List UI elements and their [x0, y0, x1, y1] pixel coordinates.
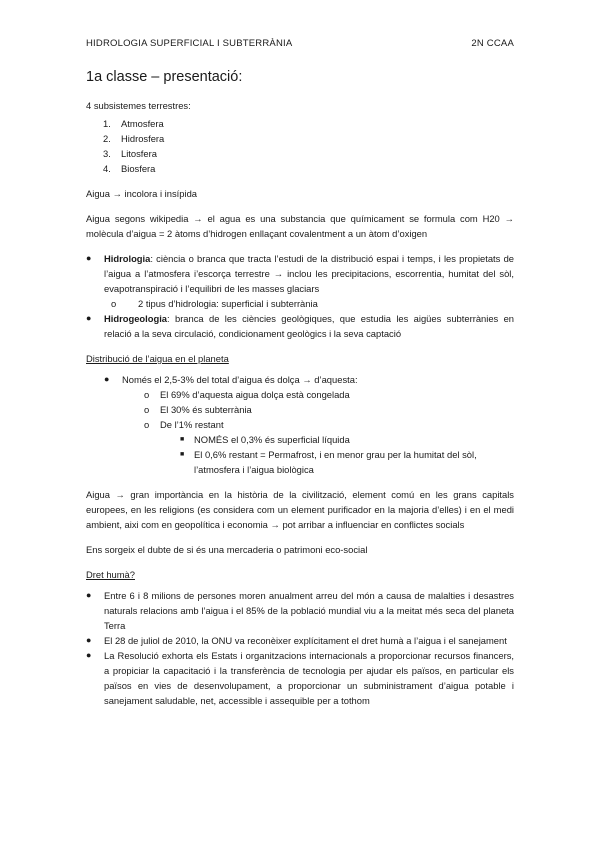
definitions-list	[86, 251, 514, 341]
bullet-icon: o	[144, 389, 150, 400]
distribution-heading: Distribució de l’aigua en el planeta	[86, 353, 229, 364]
subsystems-intro: 4 subsistemes terrestres:	[86, 100, 191, 111]
list-item: ● Entre 6 i 8 milions de persones moren anualment arreu del món a causa de malalties i desastres naturals relacions amb l’aigua i el 85% de la població mundial viu a la meitat més seca del planeta Terra	[86, 590, 514, 631]
list-item: ● La Resolució exhorta els Estats i organitzacions internacionals a proporcionar recursos financers, a propiciar la capacitació i la transferència de tecnologia per ajudar els països, en particular els països en vies de desenvolupament, a proporcionar un subministrament d’aigua potable i sanejament saludable, net, accessible i assequible per a tothom	[86, 650, 514, 706]
list-item-hidrogeologia	[86, 311, 514, 341]
list-item: o El 69% d’aquesta aigua dolça està congelada	[144, 389, 350, 400]
bullet-icon: ■	[180, 436, 185, 443]
subsystems-list	[86, 116, 514, 176]
list-item: 1. Atmosfera	[103, 118, 164, 129]
header-course-title: HIDROLOGIA SUPERFICIAL I SUBTERRÀNIA	[86, 38, 293, 49]
wikipedia-definition: Aigua segons wikipedia → el agua es una substancia que químicament se formula com H20 → molècula d’aigua = 2 àtoms d’hidrogen enllaçant covalentment a un àtom d’oxigen	[86, 213, 514, 239]
list-item: o El 30% és subterrània	[144, 404, 252, 415]
term-hidrogeologia: Hidrogeologia	[104, 313, 168, 324]
list-item: ● Només el 2,5-3% del total d’aigua és dolça → d’aquesta: o El 69% d’aquesta aigua dolça està congelada o El 30% és subterrània o De l’1% restant ■ NOMÉS el 0,3% és superficial líquida ■ El 0,6% restant = Permafrost, i en menor grau per la humitat del sòl, l’atmosfera i l’aigua biològica	[104, 372, 514, 477]
list-item: ● El 28 de juliol de 2010, la ONU va reconèixer explícitament el dret humà a l’aigua i el sanejament	[86, 635, 507, 646]
aigua-line: Aigua → incolora i insípida	[86, 188, 197, 199]
list-item: o De l’1% restant ■ NOMÉS el 0,3% és superficial líquida ■ El 0,6% restant = Permafrost, i en menor grau per la humitat del sòl, l’atmosfera i l’aigua biològica	[144, 417, 514, 477]
document-body	[86, 68, 514, 718]
list-item: 2. Hidrosfera	[103, 133, 165, 144]
list-item: ■ NOMÉS el 0,3% és superficial líquida	[180, 434, 350, 445]
bullet-icon: ●	[86, 635, 92, 645]
definition-hidrogeologia: : branca de les ciències geològiques, que estudia les aigües subterrànies en relació a la seva circulació, condicionament geològics i la seva captació	[104, 313, 514, 339]
human-right-list	[86, 588, 514, 708]
doubt-line: Ens sorgeix el dubte de si és una mercaderia o patrimoni eco-social	[86, 544, 368, 555]
distribution-list	[104, 372, 514, 477]
bullet-icon: ■	[180, 451, 185, 458]
bullet-icon: ●	[104, 374, 110, 384]
definition-hidrologia: : ciència o branca que tracta l’estudi de la distribució espai i temps, i les propietats de l’aigua a l’atmosfera i’escorça terrestre → inclou les precipitacions, escorrentia, humitat del sòl, evapotranspiració i l’equilibri de les masses glaciars	[104, 253, 514, 294]
bullet-icon: ●	[86, 650, 92, 660]
bullet-icon: ●	[86, 590, 92, 600]
list-item: 3. Litosfera	[103, 148, 157, 159]
list-item-hidrologia	[86, 251, 514, 311]
human-right-heading: Dret humà?	[86, 569, 135, 580]
list-item: ■ El 0,6% restant = Permafrost, i en menor grau per la humitat del sòl, l’atmosfera i l’aigua biològica	[180, 449, 477, 475]
bullet-icon: ●	[86, 313, 92, 323]
list-item: o 2 tipus d’hidrologia: superficial i subterrània	[111, 298, 318, 309]
importance-paragraph: Aigua → gran importància en la història de la civilització, element comú en les grans capitals europees, en les religions (es considera com un element purificador en la majoria d’elles) i en el medi ambient, aixi com en geopolítica i economia → pot arribar a influenciar en conflictes socials	[86, 489, 514, 530]
bullet-icon: o	[111, 298, 117, 309]
page-title: 1a classe – presentació:	[86, 69, 243, 85]
bullet-icon: o	[144, 419, 150, 430]
bullet-icon: ●	[86, 253, 92, 263]
bullet-icon: o	[144, 404, 150, 415]
term-hidrologia: Hidrologia	[104, 253, 151, 264]
list-item: 4. Biosfera	[103, 163, 156, 174]
header-group-code: 2N CCAA	[471, 38, 514, 49]
